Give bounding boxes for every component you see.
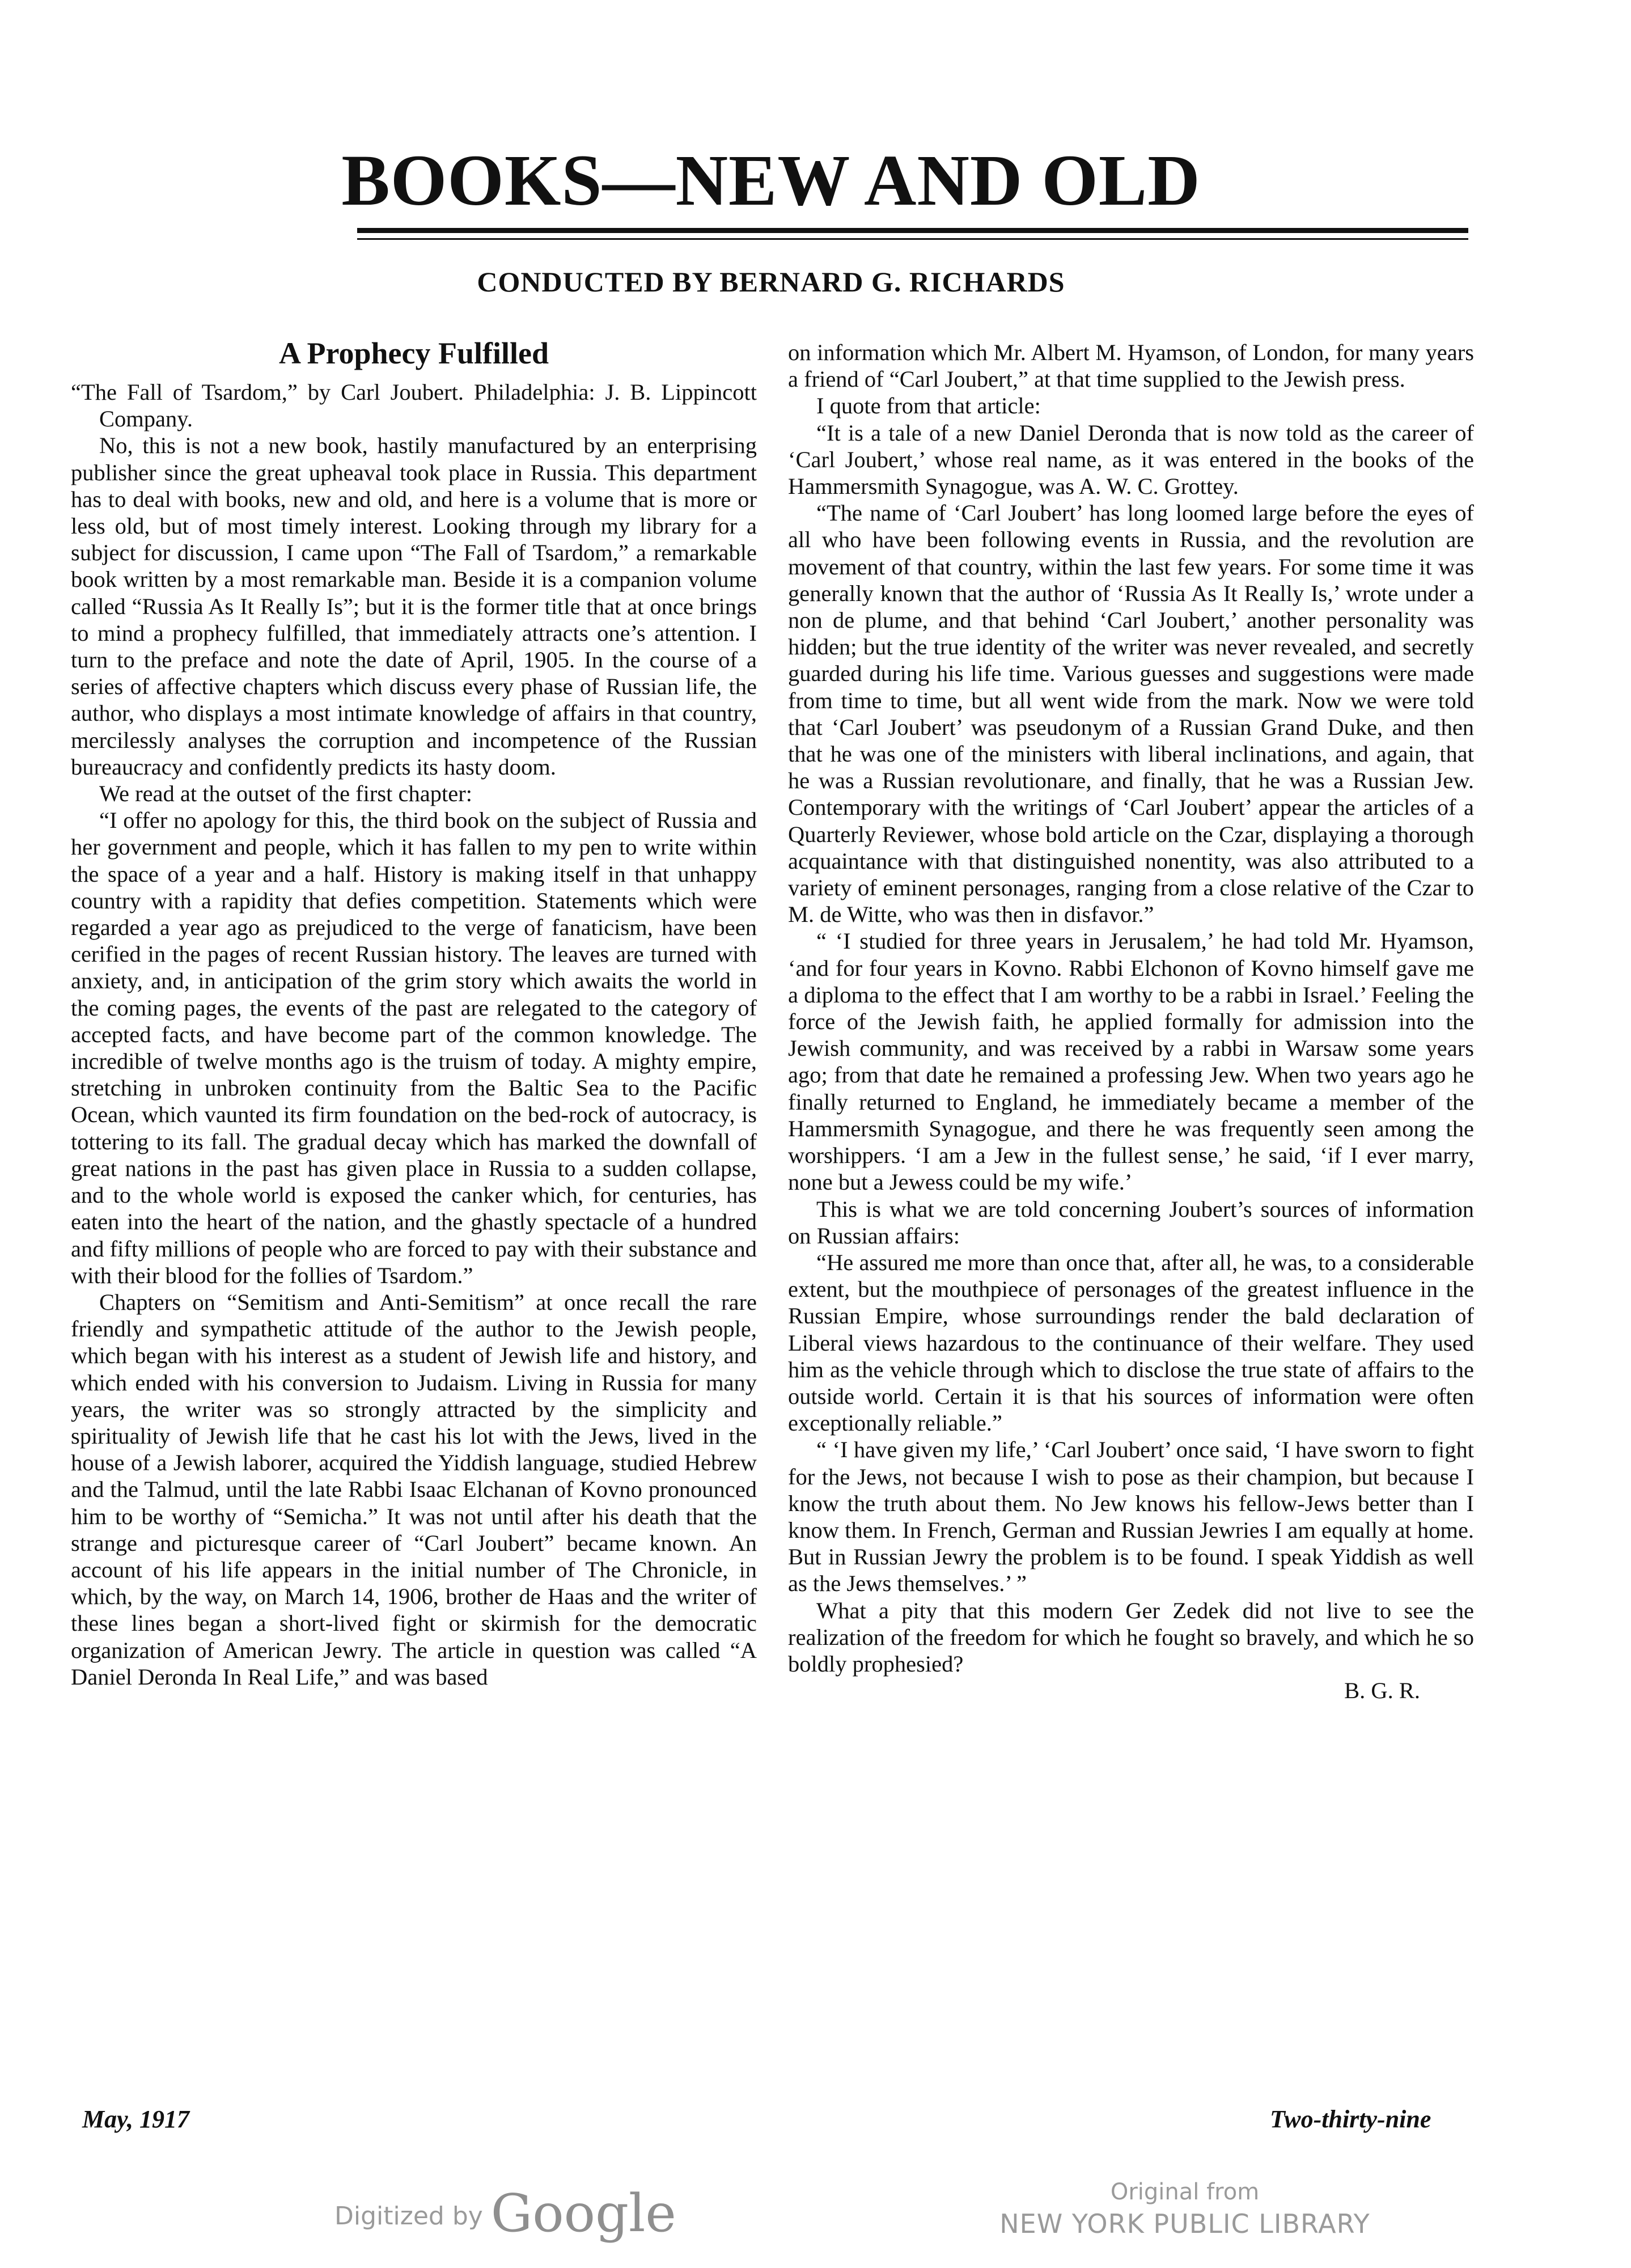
paragraph: “It is a tale of a new Daniel Deronda that is now told as the career of ‘Carl Joubert,’ whose real name, as it was entered in the books of the Hammersmith Synagogue, was A. W. C. Grottey. bbox=[788, 420, 1474, 500]
signature: B. G. R. bbox=[1344, 1678, 1420, 1704]
paragraph: I quote from that article: bbox=[816, 393, 1041, 419]
paragraph: “He assured me more than once that, after all, he was, to a considerable extent, but the mouthpiece of personages of the greatest influence in the Russian Empire, whose surroundings render the bald declaration of Liberal views hazardous to the continuance of their welfare. They used him as the vehicle through which to disclose the true state of affairs to the outside world. Certain it is that his sources of information were often exceptionally reliable.” bbox=[788, 1249, 1474, 1436]
original-from-watermark bbox=[935, 2176, 1434, 2240]
paragraph: “I offer no apology for this, the third book on the subject of Russia and her government and people, which it has fallen to my pen to write within the space of a year and a half. History is making itself in that unhappy country with a rapidity that defies competition. Statements which were regarded a year ago as prejudiced to the verge of fanaticism, have been cerified in the pages of recent Russian history. The leaves are turned with anxiety, and, in anticipation of the grim story which awaits the world in the coming pages, the events of the past are relegated to the category of accepted facts, and have become part of the common knowledge. The incredible of twelve months ago is the truism of today. A mighty empire, stretching in unbroken continuity from the Baltic Sea to the Pacific Ocean, which vaunted its firm foundation on the bed-rock of autocracy, is tottering to its fall. The gradual decay which has marked the downfall of great nations in the past has given place in Russia to a sudden collapse, and to the whole world is exposed the canker which, for centuries, has eaten into the heart of the nation, and the ghastly spectacle of a hundred and fifty millions of people who are forced to pay with their substance and with their blood for the follies of Tsardom.” bbox=[71, 807, 757, 1288]
paragraph: This is what we are told concerning Joubert’s sources of information on Russian affairs: bbox=[788, 1196, 1474, 1249]
title-rule-thick bbox=[357, 228, 1468, 233]
digitized-by-text: Digitized by bbox=[334, 2202, 483, 2231]
book-citation: “The Fall of Tsardom,” by Carl Joubert. Philadelphia: J. B. Lippincott Company. bbox=[71, 379, 757, 432]
footer-date: May, 1917 bbox=[82, 2105, 190, 2133]
google-logo: Google bbox=[490, 2183, 676, 2244]
title-rule-thin bbox=[357, 238, 1468, 240]
paragraph: “ ‘I have given my life,’ ‘Carl Joubert’ once said, ‘I have sworn to fight for the Jews, not because I wish to pose as their champion, but because I know the truth about them. No Jew knows his fellow-Jews better than I know them. In French, German and Russian Jewries I am equally at home. But in Russian Jewry the problem is to be found. I speak Yiddish as well as the Jews themselves.’ ” bbox=[788, 1437, 1474, 1597]
paragraph: Chapters on “Semitism and Anti-Semitism” at once recall the rare friendly and sympathetic attitude of the author to the Jewish people, which began with his interest as a student of Jewish life and history, and which ended with his conversion to Judaism. Living in Russia for many years, the writer was so strongly attracted by the simplicity and spirituality of Jewish life that he cast his lot with the Jews, lived in the house of a Jewish laborer, acquired the Yiddish language, studied Hebrew and the Talmud, until the late Rabbi Isaac Elchanan of Kovno pronounced him to be worthy of “Semicha.” It was not until after his death that the strange and picturesque career of “Carl Joubert” became known. An account of his life appears in the initial number of The Chronicle, in which, by the way, on March 14, 1906, brother de Haas and the writer of these lines began a short-lived fight or skirmish for the democratic organization of American Jewry. The article in question was called “A Daniel Deronda In Real Life,” and was based bbox=[71, 1289, 757, 1690]
page-title: BOOKS—NEW AND OLD bbox=[341, 140, 1201, 221]
footer-page-number: Two-thirty-nine bbox=[1270, 2105, 1431, 2133]
left-column bbox=[71, 335, 757, 1690]
digitized-watermark bbox=[334, 2183, 676, 2244]
library-name: NEW YORK PUBLIC LIBRARY bbox=[999, 2208, 1370, 2239]
paragraph: on information which Mr. Albert M. Hyamson, of London, for many years a friend of “Carl Joubert,” at that time supplied to the Jewish press. bbox=[788, 340, 1474, 392]
paragraph: “The name of ‘Carl Joubert’ has long loomed large before the eyes of all who have been following events in Russia, and the revolution are movement of that country, within the last few years. For some time it was generally known that the author of ‘Russia As It Really Is,’ wrote under a non de plume, and that behind ‘Carl Joubert,’ another personality was hidden; but the true identity of the writer was never revealed, and secretly guarded during his life time. Various guesses and suggestions were made from time to time, but all went wide from the mark. Now we were told that ‘Carl Joubert’ was pseudonym of a Russian Grand Duke, and then that he was one of the ministers with liberal inclinations, and again, that he was a Russian revolutionare, and finally, that he was a Russian Jew. Contemporary with the writings of ‘Carl Joubert’ appear the articles of a Quarterly Reviewer, whose bold article on the Czar, displaying a thorough acquaintance with that distinguished nonentity, was also attributed to a variety of eminent personages, ranging from a close relative of the Czar to M. de Witte, who was then in disfavor.” bbox=[788, 500, 1474, 928]
paragraph: What a pity that this modern Ger Zedek did not live to see the realization of the freedom for which he fought so bravely, and which he so boldly prophesied? bbox=[788, 1597, 1474, 1677]
paragraph: We read at the outset of the first chapter: bbox=[99, 781, 472, 807]
right-column bbox=[788, 339, 1474, 1704]
byline: CONDUCTED BY BERNARD G. RICHARDS bbox=[477, 266, 1065, 298]
paragraph: No, this is not a new book, hastily manufactured by an enterprising publisher since the great upheaval took place in Russia. This department has to deal with books, new and old, and here is a volume that is more or less old, but of most timely interest. Looking through my library for a subject for discussion, I came upon “The Fall of Tsardom,” a remarkable book written by a most remarkable man. Beside it is a companion volume called “Russia As It Really Is”; but it is the former title that at once brings to mind a prophecy fulfilled, that immediately attracts one’s attention. I turn to the preface and note the date of April, 1905. In the course of a series of affective chapters which discuss every phase of Russian life, the author, who displays a most intimate knowledge of affairs in that country, mercilessly analyses the corruption and incompetence of the Russian bureaucracy and confidently predicts its hasty doom. bbox=[71, 433, 757, 780]
paragraph: “ ‘I studied for three years in Jerusalem,’ he had told Mr. Hyamson, ‘and for four years in Kovno. Rabbi Elchonon of Kovno himself gave me a diploma to the effect that I am worthy to be a rabbi in Israel.’ Feeling the force of the Jewish faith, he applied formally for admission into the Jewish community, and was received by a rabbi in Warsaw some years ago; from that date he remained a professing Jew. When two years ago he finally returned to England, he immediately became a member of the Hammersmith Synagogue, and there he was frequently seen among the worshippers. ‘I am a Jew in the fullest sense,’ he said, ‘if I ever marry, none but a Jewess could be my wife.’ bbox=[788, 928, 1474, 1195]
original-from-text: Original from bbox=[1110, 2179, 1260, 2205]
article-heading: A Prophecy Fulfilled bbox=[278, 336, 549, 370]
